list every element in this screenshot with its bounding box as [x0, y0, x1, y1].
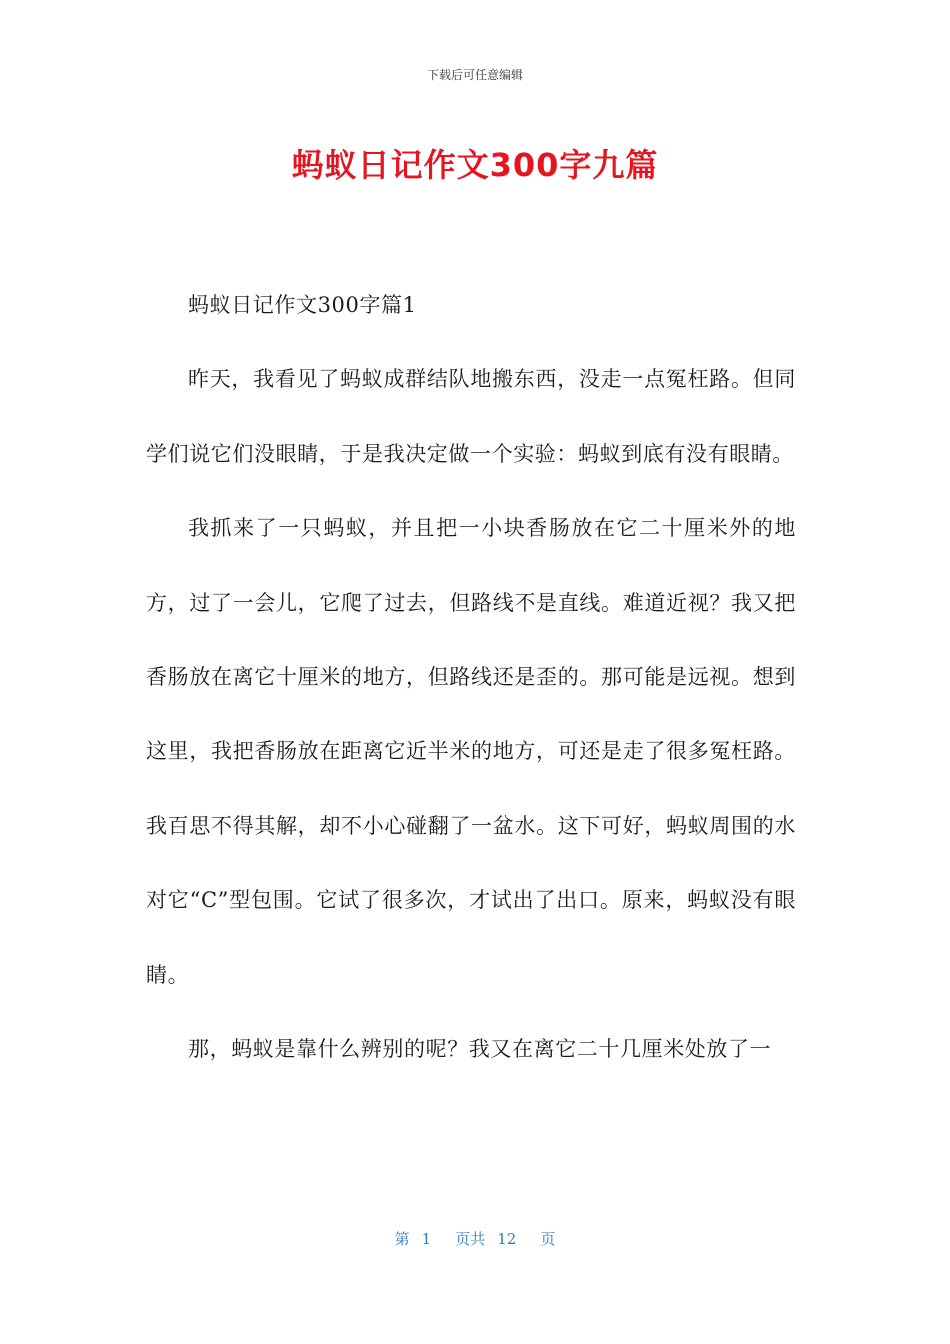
- document-body: [146, 268, 796, 1086]
- total-pages-number: 12: [497, 1230, 517, 1248]
- page-label-mid: 页共: [455, 1230, 486, 1248]
- document-title: 蚂蚁日记作文300字九篇: [291, 146, 659, 184]
- paragraph: 昨天，我看见了蚂蚁成群结队地搬东西，没走一点冤枉路。但同学们说它们没眼睛，于是我决定做一个实验：蚂蚁到底有没有眼睛。: [146, 367, 796, 466]
- page-label-suffix: 页: [540, 1230, 556, 1248]
- paragraph: 我抓来了一只蚂蚁，并且把一小块香肠放在它二十厘米外的地方，过了一会儿，它爬了过去，但路线不是直线。难道近视？我又把香肠放在离它十厘米的地方，但路线还是歪的。那可能是远视。想到这里，我把香肠放在距离它近半米的地方，可还是走了很多冤枉路。我百思不得其解，却不小心碰翻了一盆水。这下可好，蚂蚁周围的水对它“C”型包围。它试了很多次，才试出了出口。原来，蚂蚁没有眼睛。: [146, 516, 796, 987]
- current-page-number: 1: [421, 1230, 432, 1248]
- paragraph: 那，蚂蚁是靠什么辨别的呢？我又在离它二十几厘米处放了一: [188, 1037, 772, 1062]
- page-footer: [0, 1228, 950, 1249]
- section-heading: 蚂蚁日记作文300字篇1: [188, 293, 417, 317]
- header-note: 下载后可任意编辑: [426, 68, 523, 82]
- page-label-prefix: 第: [394, 1230, 410, 1248]
